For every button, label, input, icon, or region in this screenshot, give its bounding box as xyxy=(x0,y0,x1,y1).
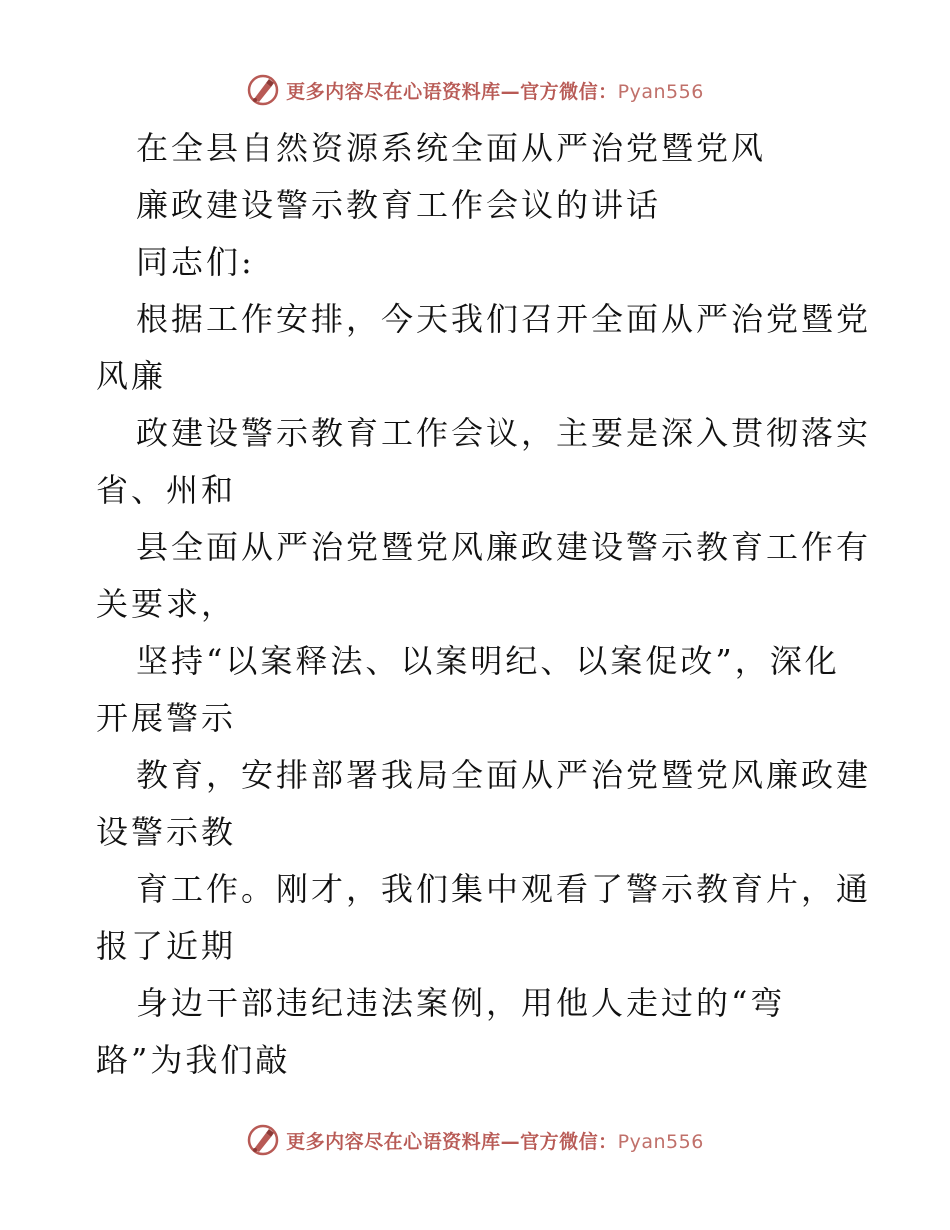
watermark-account: Pyan556 xyxy=(617,80,704,103)
paragraph-line: 政建设警示教育工作会议，主要是深入贯彻落实 xyxy=(136,414,872,452)
document-title-line-2: 廉政建设警示教育工作会议的讲话 xyxy=(136,186,662,224)
salutation: 同志们: xyxy=(136,243,255,281)
paragraph-line: 路”为我们敲 xyxy=(96,1041,291,1079)
document-body xyxy=(96,120,872,1089)
header-watermark xyxy=(0,70,950,110)
paragraph-line: 县全面从严治党暨党风廉政建设警示教育工作有 xyxy=(136,528,872,566)
paragraph-line: 省、州和 xyxy=(96,471,237,509)
watermark-text: 更多内容尽在心语资料库—官方微信：Pyan556 xyxy=(286,80,704,103)
watermark-account: Pyan556 xyxy=(617,1130,704,1153)
paragraph-line: 报了近期 xyxy=(96,927,237,965)
paragraph-line: 开展警示 xyxy=(96,699,237,737)
footer-watermark xyxy=(0,1120,950,1160)
paragraph-line: 风廉 xyxy=(96,357,167,395)
paragraph-line: 身边干部违纪违法案例，用他人走过的“弯 xyxy=(136,984,786,1022)
paragraph-line: 坚持“以案释法、以案明纪、以案促改”，深化 xyxy=(136,642,840,680)
paragraph-line: 根据工作安排，今天我们召开全面从严治党暨党 xyxy=(136,300,872,338)
document-title-line-1: 在全县自然资源系统全面从严治党暨党风 xyxy=(136,129,767,167)
paragraph-line: 设警示教 xyxy=(96,813,237,851)
watermark-text: 更多内容尽在心语资料库—官方微信：Pyan556 xyxy=(286,1130,704,1153)
paragraph-line: 关要求， xyxy=(96,585,237,623)
paragraph-line: 育工作。刚才，我们集中观看了警示教育片，通 xyxy=(136,870,872,908)
ink-pen-logo-icon xyxy=(246,1123,280,1157)
ink-pen-logo-icon xyxy=(246,73,280,107)
paragraph-line: 教育，安排部署我局全面从严治党暨党风廉政建 xyxy=(136,756,872,794)
